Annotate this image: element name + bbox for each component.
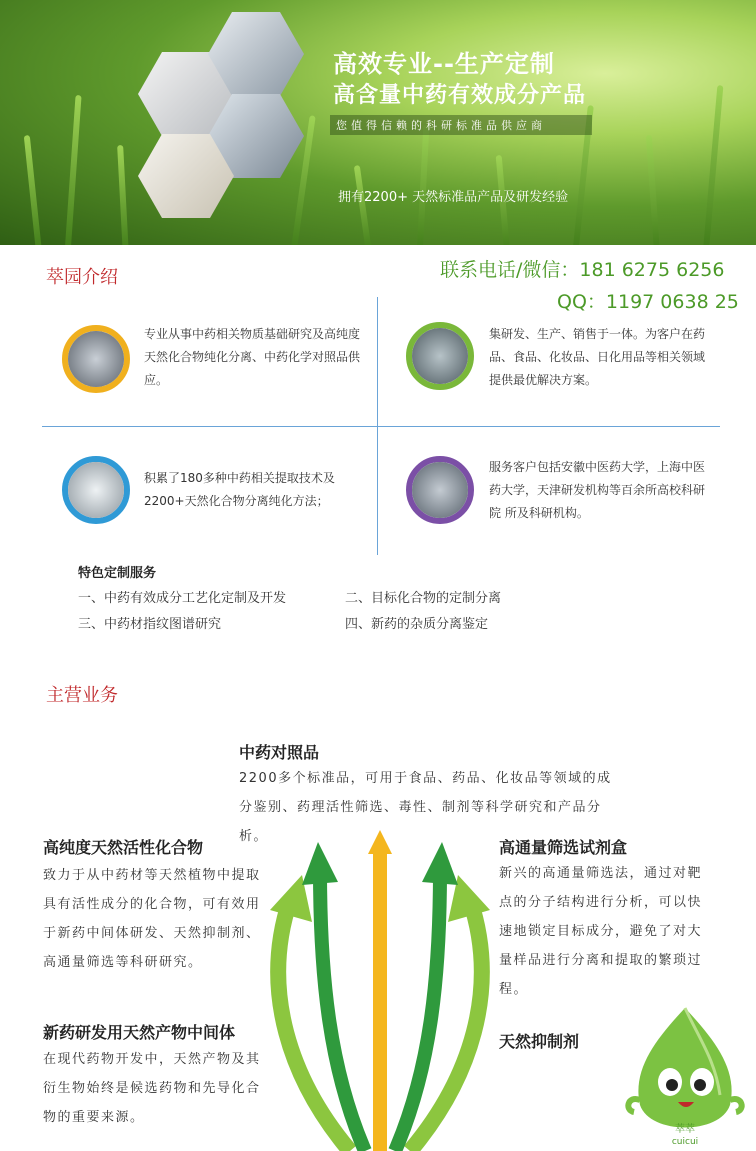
hero-banner [0,0,756,245]
pure-compounds-heading: 高纯度天然活性化合物 [43,838,204,857]
intro-image-3 [62,456,130,524]
banner-title: 高效专业--生产定制 [333,50,555,78]
intro-text-4: 服务客户包括安徽中医药大学，上海中医药大学，天津研发机构等百余所高校科研院 所及科研机构。 [489,460,706,520]
business-heading: 主营业务 [46,685,118,706]
hts-kit-text: 新兴的高通量筛选法，通过对靶点的分子结构进行分析，可以快速地锁定目标成分，避免了对大量样品进行分离和提取的繁琐过程。 [499,866,703,997]
intro-text-2: 集研发、生产、销售于一体。为客户在药品、食品、化妆品、日化用品等相关领域提供最优解决方案。 [489,327,706,387]
banner-subtitle: 高含量中药有效成分产品 [333,83,587,108]
intro-text-3: 积累了180多种中药相关提取技术及2200+天然化合物分离纯化方法； [144,471,335,508]
intermediates-text: 在现代药物开发中，天然产物及其衍生物始终是候选药物和先导化合物的重要来源。 [43,1052,261,1125]
contact-qq: QQ：1197 0638 25 [557,291,739,313]
intro-image-2 [406,322,474,390]
banner-note: 拥有2200+ 天然标准品产品及研发经验 [338,190,569,205]
contact-phone: 联系电话/微信：181 6275 6256 [440,259,725,281]
divider-vertical [377,297,378,555]
reference-standards-heading: 中药对照品 [239,743,320,762]
intro-image-4 [406,456,474,524]
reference-standards-text: 2200多个标准品，可用于食品、药品、化妆品等领域的成分鉴别、药理活性筛选、毒性、制剂等科学研究和产品分析。 [239,771,612,844]
intro-image-1 [62,325,130,393]
hts-kit-heading: 高通量筛选试剂盒 [499,838,628,857]
pure-compounds-text: 致力于从中药材等天然植物中提取具有活性成分的化合物，可有效用于新药中间体研发、天然抑制剂、高通量筛选等科研研究。 [43,868,261,970]
feature-item: 二、目标化合物的定制分离 [345,591,502,606]
banner-tagline: 您值得信赖的科研标准品供应商 [336,119,546,132]
mascot-name-en: cuicui [671,1137,699,1147]
growth-arrows-graphic [230,830,530,1151]
leaf-mascot-logo [620,1000,750,1150]
feature-item: 三、中药材指纹图谱研究 [78,617,222,632]
intermediates-heading: 新药研发用天然产物中间体 [43,1023,236,1042]
feature-item: 四、新药的杂质分离鉴定 [345,617,489,632]
inhibitors-heading: 天然抑制剂 [499,1032,580,1051]
divider-horizontal [42,426,720,427]
intro-heading: 萃园介绍 [46,267,118,288]
features-heading: 特色定制服务 [78,566,157,581]
feature-item: 一、中药有效成分工艺化定制及开发 [78,591,287,606]
intro-text-1: 专业从事中药相关物质基础研究及高纯度天然化合物纯化分离、中药化学对照品供应。 [144,327,361,387]
mascot-name-cn: 萃萃 [675,1124,695,1135]
